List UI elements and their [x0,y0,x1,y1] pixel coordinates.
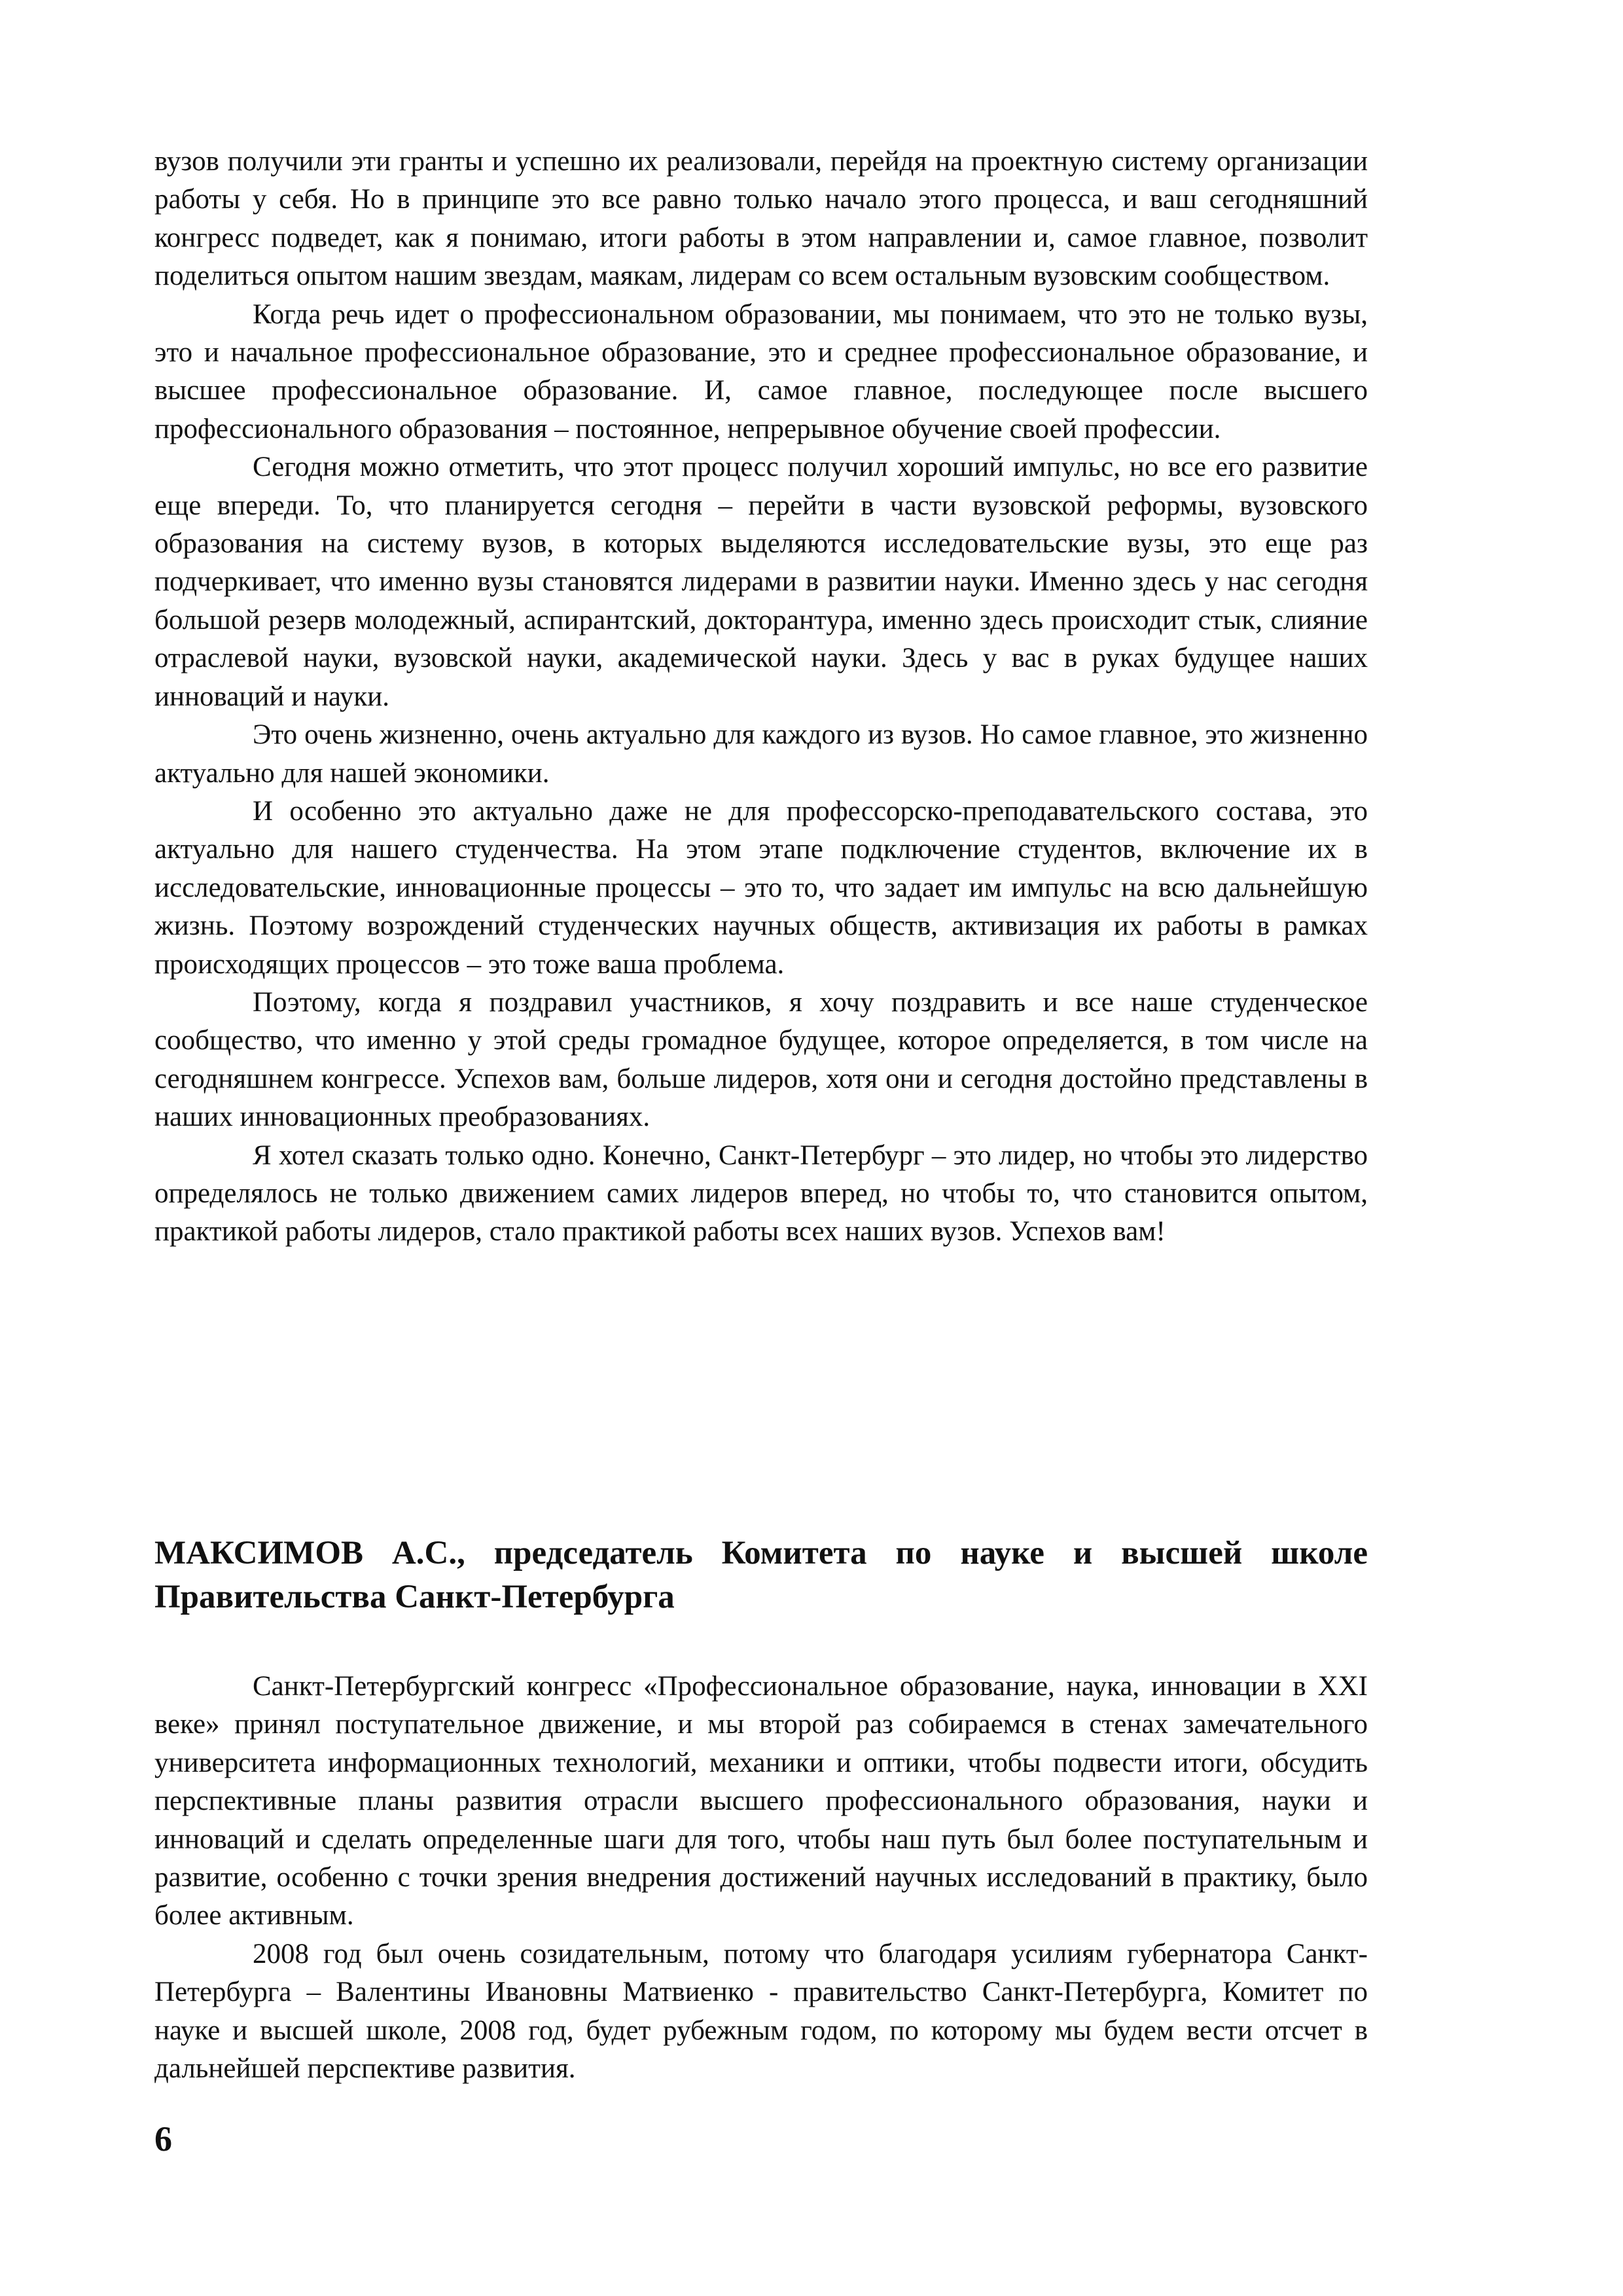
speech-continuation [154,143,1368,1251]
page-number: 6 [154,2119,172,2159]
paragraph: Это очень жизненно, очень актуально для каждого из вузов. Но самое главное, это жизненно актуально для нашей экономики. [154,719,1368,789]
paragraph: Я хотел сказать только одно. Конечно, Санкт-Петербург – это лидер, но чтобы это лидерство определялось не только движением самих лидеров вперед, но чтобы то, что становится опытом, практикой работы лидеров, стало практикой работы всех наших вузов. Успехов вам! [154,1139,1368,1247]
paragraph: вузов получили эти гранты и успешно их реализовали, перейдя на проектную систему организации работы у себя. Но в принципе это все равно только начало этого процесса, и ваш сегодняшний конгресс подведет, как я понимаю, итоги работы в этом направлении и, самое главное, позволит поделиться опытом нашим звездам, маякам, лидерам со всем остальным вузовским сообществом. [154,146,1368,292]
paragraph: Сегодня можно отметить, что этот процесс получил хороший импульс, но все его развитие еще впереди. То, что планируется сегодня – перейти в части вузовской реформы, вузовского образования на систему вузов, в которых выделяются исследовательские вузы, это еще раз подчеркивает, что именно вузы становятся лидерами в развитии науки. Именно здесь у нас сегодня большой резерв молодежный, аспирантский, докторантура, именно здесь происходит стык, слияние отраслевой науки, вузовской науки, академической науки. Здесь у вас в руках будущее наших инноваций и науки. [154,452,1368,712]
paragraph: Санкт-Петербургский конгресс «Профессиональное образование, наука, инновации в XXI веке» принял поступательное движение, и мы второй раз собираемся в стенах замечательного университета информационных технологий, механики и оптики, чтобы подвести итоги, обсудить перспективные планы развития отрасли высшего профессионального образования, науки и инноваций и сделать определенные шаги для того, чтобы наш путь был более поступательным и развитие, особенно с точки зрения внедрения достижений научных исследований в практику, было более активным. [154,1671,1368,1931]
paragraph: Когда речь идет о профессиональном образовании, мы понимаем, что это не только вузы, это и начальное профессиональное образование, это и среднее профессиональное образование, и высшее профессиональное образование. И, самое главное, последующее после высшего профессионального образования – постоянное, непрерывное обучение своей профессии. [154,298,1368,444]
paragraph: И особенно это актуально даже не для профессорско-преподавательского состава, это актуально для нашего студенчества. На этом этапе подключение студентов, включение их в исследовательские, инновационные процессы – это то, что задает им импульс на всю дальнейшую жизнь. Поэтому возрождений студенческих научных обществ, активизация их работы в рамках происходящих процессов – это тоже ваша проблема. [154,795,1368,980]
paragraph: Поэтому, когда я поздравил участников, я хочу поздравить и все наше студенческое сообщество, что именно у этой среды громадное будущее, которое определяется, в том числе на сегодняшнем конгрессе. Успехов вам, больше лидеров, хотя они и сегодня достойно представлены в наших инновационных преобразованиях. [154,986,1368,1133]
paragraph: 2008 год был очень созидательным, потому что благодаря усилиям губернатора Санкт-Петербурга – Валентины Ивановны Матвиенко - правительство Санкт-Петербурга, Комитет по науке и высшей школе, 2008 год, будет рубежным годом, по которому мы будем вести отсчет в дальнейшей перспективе развития. [154,1938,1368,2085]
speaker-heading: МАКСИМОВ А.С., председатель Комитета по науке и высшей школе Правительства Санкт-Петербурга [154,1535,1368,1615]
speech-section [154,1668,1368,2088]
